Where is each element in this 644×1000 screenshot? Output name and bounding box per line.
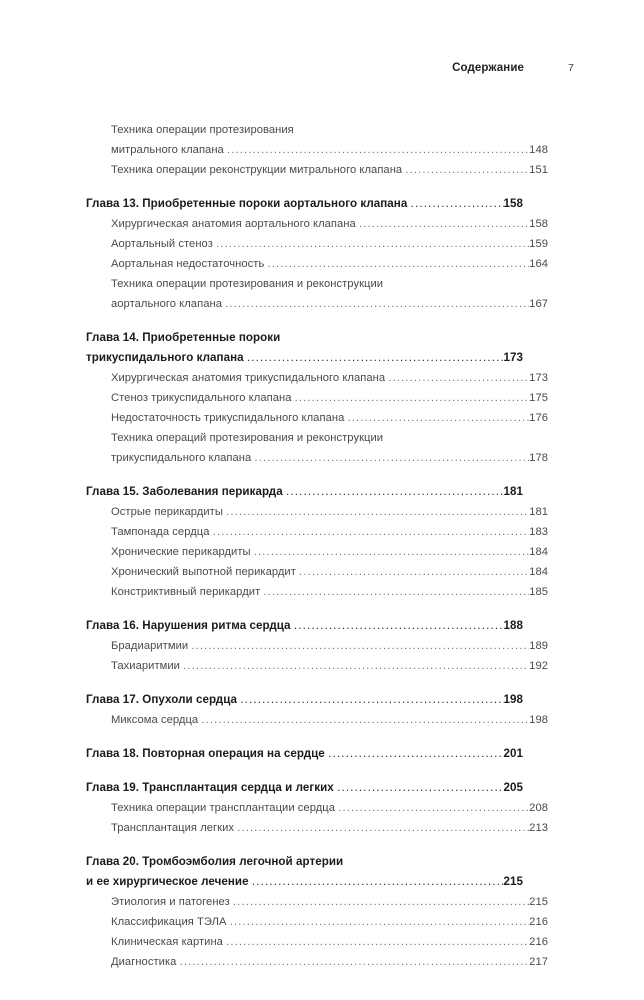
toc-page-number: 159 [529, 238, 548, 250]
toc-entry-label: Глава 20. Тромбоэмболия легочной артерии [86, 855, 344, 868]
toc-chapter-entry[interactable] [86, 482, 523, 502]
toc-line [111, 294, 548, 314]
dot-leader [226, 932, 529, 952]
toc-line [86, 482, 523, 502]
toc-sub-entry[interactable] [86, 234, 548, 254]
toc-entry-label: Стеноз трикуспидального клапана [111, 392, 295, 404]
toc-chapter-entry[interactable] [86, 328, 523, 368]
toc-page-number: 213 [529, 822, 548, 834]
toc-line [86, 778, 523, 798]
dot-leader [299, 562, 529, 582]
toc-line [111, 448, 548, 468]
toc-line [86, 348, 523, 368]
toc-page-number: 173 [503, 351, 523, 364]
toc-group [86, 778, 548, 838]
toc-line [111, 582, 548, 602]
toc-sub-entry[interactable] [86, 522, 548, 542]
toc-line [111, 140, 548, 160]
toc-page-number: 173 [529, 372, 548, 384]
dot-leader [405, 160, 529, 180]
toc-entry-label: Техника операции трансплантации сердца [111, 802, 339, 814]
dot-leader [247, 348, 504, 368]
toc-line [111, 952, 548, 972]
page-folio: 7 [568, 62, 574, 74]
toc-entry-label: Глава 18. Повторная операция на сердце [86, 747, 329, 760]
toc-line [86, 744, 523, 764]
toc-group [86, 852, 548, 972]
toc-line [111, 408, 548, 428]
toc-line [111, 912, 548, 932]
toc-line [111, 892, 548, 912]
running-head-title: Содержание [452, 62, 524, 74]
toc-entry-label: Тампонада сердца [111, 526, 213, 538]
toc-sub-entry[interactable] [86, 160, 548, 180]
dot-leader [237, 818, 529, 838]
toc-entry-label: Хронический выпотной перикардит [111, 566, 300, 578]
toc-sub-entry[interactable] [86, 368, 548, 388]
toc-page-number: 158 [503, 197, 523, 210]
toc-entry-label: Диагностика [111, 956, 180, 968]
toc-line [111, 818, 548, 838]
toc-page-number: 215 [529, 896, 548, 908]
toc-line [111, 160, 548, 180]
toc-entry-label: Классификация ТЭЛА [111, 916, 230, 928]
dot-leader [254, 448, 529, 468]
toc-entry-label: Глава 16. Нарушения ритма сердца [86, 619, 294, 632]
toc-group [86, 744, 523, 764]
toc-entry-label: Аортальная недостаточность [111, 258, 268, 270]
dot-leader [295, 388, 530, 408]
toc-entry-label: трикуспидального клапана [86, 351, 247, 364]
toc-page-number: 188 [503, 619, 523, 632]
toc-line [111, 428, 548, 448]
toc-entry-label: митрального клапана [111, 144, 227, 156]
toc-sub-entry[interactable] [86, 274, 548, 314]
toc-chapter-entry[interactable] [86, 744, 523, 764]
dot-leader [388, 368, 529, 388]
dot-leader [286, 482, 504, 502]
toc-sub-entry[interactable] [86, 656, 548, 676]
dot-leader [227, 140, 529, 160]
toc-group [86, 616, 548, 676]
toc-group [86, 690, 548, 730]
toc-page-number: 208 [529, 802, 548, 814]
toc-line [111, 542, 548, 562]
dot-leader [348, 408, 530, 428]
toc-line [86, 328, 523, 348]
dot-leader [201, 710, 529, 730]
toc-sub-entry[interactable] [86, 912, 548, 932]
toc-chapter-entry[interactable] [86, 778, 523, 798]
toc-sub-entry[interactable] [86, 952, 548, 972]
toc-line [86, 852, 523, 872]
table-of-contents [86, 120, 548, 972]
toc-line [111, 502, 548, 522]
running-head [86, 62, 582, 82]
dot-leader [337, 778, 503, 798]
toc-page-number: 201 [503, 747, 523, 760]
toc-page-number: 185 [529, 586, 548, 598]
toc-sub-entry[interactable] [86, 818, 548, 838]
toc-line [86, 194, 523, 214]
dot-leader [252, 872, 504, 892]
toc-page-number: 151 [529, 164, 548, 176]
dot-leader [294, 616, 504, 636]
dot-leader [183, 656, 529, 676]
toc-sub-entry[interactable] [86, 254, 548, 274]
dot-leader [213, 522, 529, 542]
toc-line [111, 254, 548, 274]
toc-sub-entry[interactable] [86, 428, 548, 468]
toc-page-number: 216 [529, 936, 548, 948]
toc-entry-label: Глава 15. Заболевания перикарда [86, 485, 286, 498]
toc-entry-label: Клиническая картина [111, 936, 227, 948]
toc-entry-label: Техника операций протезирования и реконструкции [111, 432, 384, 444]
toc-page-number: 205 [503, 781, 523, 794]
toc-sub-entry[interactable] [86, 636, 548, 656]
toc-sub-entry[interactable] [86, 542, 548, 562]
toc-page-number: 175 [529, 392, 548, 404]
toc-entry-label: Глава 14. Приобретенные пороки [86, 331, 281, 344]
toc-page-number: 158 [529, 218, 548, 230]
toc-line [111, 388, 548, 408]
toc-page-number: 217 [529, 956, 548, 968]
toc-sub-entry[interactable] [86, 582, 548, 602]
toc-sub-entry[interactable] [86, 214, 548, 234]
toc-sub-entry[interactable] [86, 932, 548, 952]
toc-line [111, 932, 548, 952]
toc-page-number: 164 [529, 258, 548, 270]
dot-leader [233, 892, 529, 912]
toc-entry-label: Недостаточность трикуспидального клапана [111, 412, 348, 424]
toc-sub-entry[interactable] [86, 408, 548, 428]
toc-entry-label: Техника операции протезирования [111, 124, 294, 136]
toc-page-number: 184 [529, 566, 548, 578]
dot-leader [180, 952, 530, 972]
toc-entry-label: Глава 19. Трансплантация сердца и легких [86, 781, 338, 794]
dot-leader [191, 636, 529, 656]
toc-entry-label: Техника операции протезирования и реконструкции [111, 278, 384, 290]
toc-page-number: 184 [529, 546, 548, 558]
toc-page-number: 181 [529, 506, 548, 518]
toc-page-number: 167 [529, 298, 548, 310]
toc-page-number: 178 [529, 452, 548, 464]
toc-line [86, 690, 523, 710]
dot-leader [254, 542, 529, 562]
toc-entry-label: Глава 13. Приобретенные пороки аортального клапана [86, 197, 411, 210]
toc-sub-entry[interactable] [86, 892, 548, 912]
toc-line [86, 616, 523, 636]
toc-entry-label: Трансплантация легких [111, 822, 238, 834]
dot-leader [226, 502, 529, 522]
toc-entry-label: Глава 17. Опухоли сердца [86, 693, 241, 706]
toc-chapter-entry[interactable] [86, 616, 523, 636]
toc-group [86, 328, 548, 468]
toc-line [111, 656, 548, 676]
dot-leader [328, 744, 503, 764]
toc-line [111, 234, 548, 254]
toc-page-number: 198 [503, 693, 523, 706]
dot-leader [216, 234, 529, 254]
toc-line [86, 872, 523, 892]
toc-page-number: 198 [529, 714, 548, 726]
toc-sub-entry[interactable] [86, 120, 548, 160]
toc-line [111, 636, 548, 656]
toc-sub-entry[interactable] [86, 502, 548, 522]
toc-sub-entry[interactable] [86, 710, 548, 730]
toc-page-number: 148 [529, 144, 548, 156]
toc-chapter-entry[interactable] [86, 194, 523, 214]
toc-entry-label: Хирургическая анатомия трикуспидального клапана [111, 372, 389, 384]
dot-leader [225, 294, 529, 314]
toc-entry-label: аортального клапана [111, 298, 226, 310]
toc-page-number: 189 [529, 640, 548, 652]
toc-entry-label: Аортальный стеноз [111, 238, 217, 250]
toc-chapter-entry[interactable] [86, 690, 523, 710]
toc-entry-label: трикуспидального клапана [111, 452, 255, 464]
toc-entry-label: Этиология и патогенез [111, 896, 233, 908]
toc-group [86, 120, 548, 180]
toc-entry-label: Хронические перикардиты [111, 546, 254, 558]
toc-sub-entry[interactable] [86, 798, 548, 818]
dot-leader [230, 912, 529, 932]
toc-page-number: 215 [503, 875, 523, 888]
toc-line [111, 214, 548, 234]
toc-entry-label: Техника операции реконструкции митрального клапана [111, 164, 406, 176]
toc-entry-label: Брадиаритмии [111, 640, 192, 652]
toc-entry-label: и ее хирургическое лечение [86, 875, 252, 888]
dot-leader [359, 214, 529, 234]
toc-entry-label: Миксома сердца [111, 714, 202, 726]
toc-chapter-entry[interactable] [86, 852, 523, 892]
toc-page-number: 176 [529, 412, 548, 424]
toc-sub-entry[interactable] [86, 388, 548, 408]
toc-line [111, 274, 548, 294]
dot-leader [411, 194, 504, 214]
toc-entry-label: Констриктивный перикардит [111, 586, 264, 598]
toc-line [111, 562, 548, 582]
dot-leader [338, 798, 529, 818]
toc-line [111, 798, 548, 818]
toc-page-number: 216 [529, 916, 548, 928]
toc-page-number: 183 [529, 526, 548, 538]
toc-page-number: 181 [503, 485, 523, 498]
toc-group [86, 194, 548, 314]
toc-sub-entry[interactable] [86, 562, 548, 582]
dot-leader [240, 690, 503, 710]
dot-leader [267, 254, 529, 274]
toc-page-number: 192 [529, 660, 548, 672]
toc-entry-label: Острые перикардиты [111, 506, 227, 518]
toc-line [111, 710, 548, 730]
toc-line [111, 522, 548, 542]
toc-line [111, 120, 548, 140]
toc-group [86, 482, 548, 602]
toc-entry-label: Хирургическая анатомия аортального клапана [111, 218, 359, 230]
dot-leader [263, 582, 529, 602]
toc-line [111, 368, 548, 388]
toc-entry-label: Тахиаритмии [111, 660, 184, 672]
